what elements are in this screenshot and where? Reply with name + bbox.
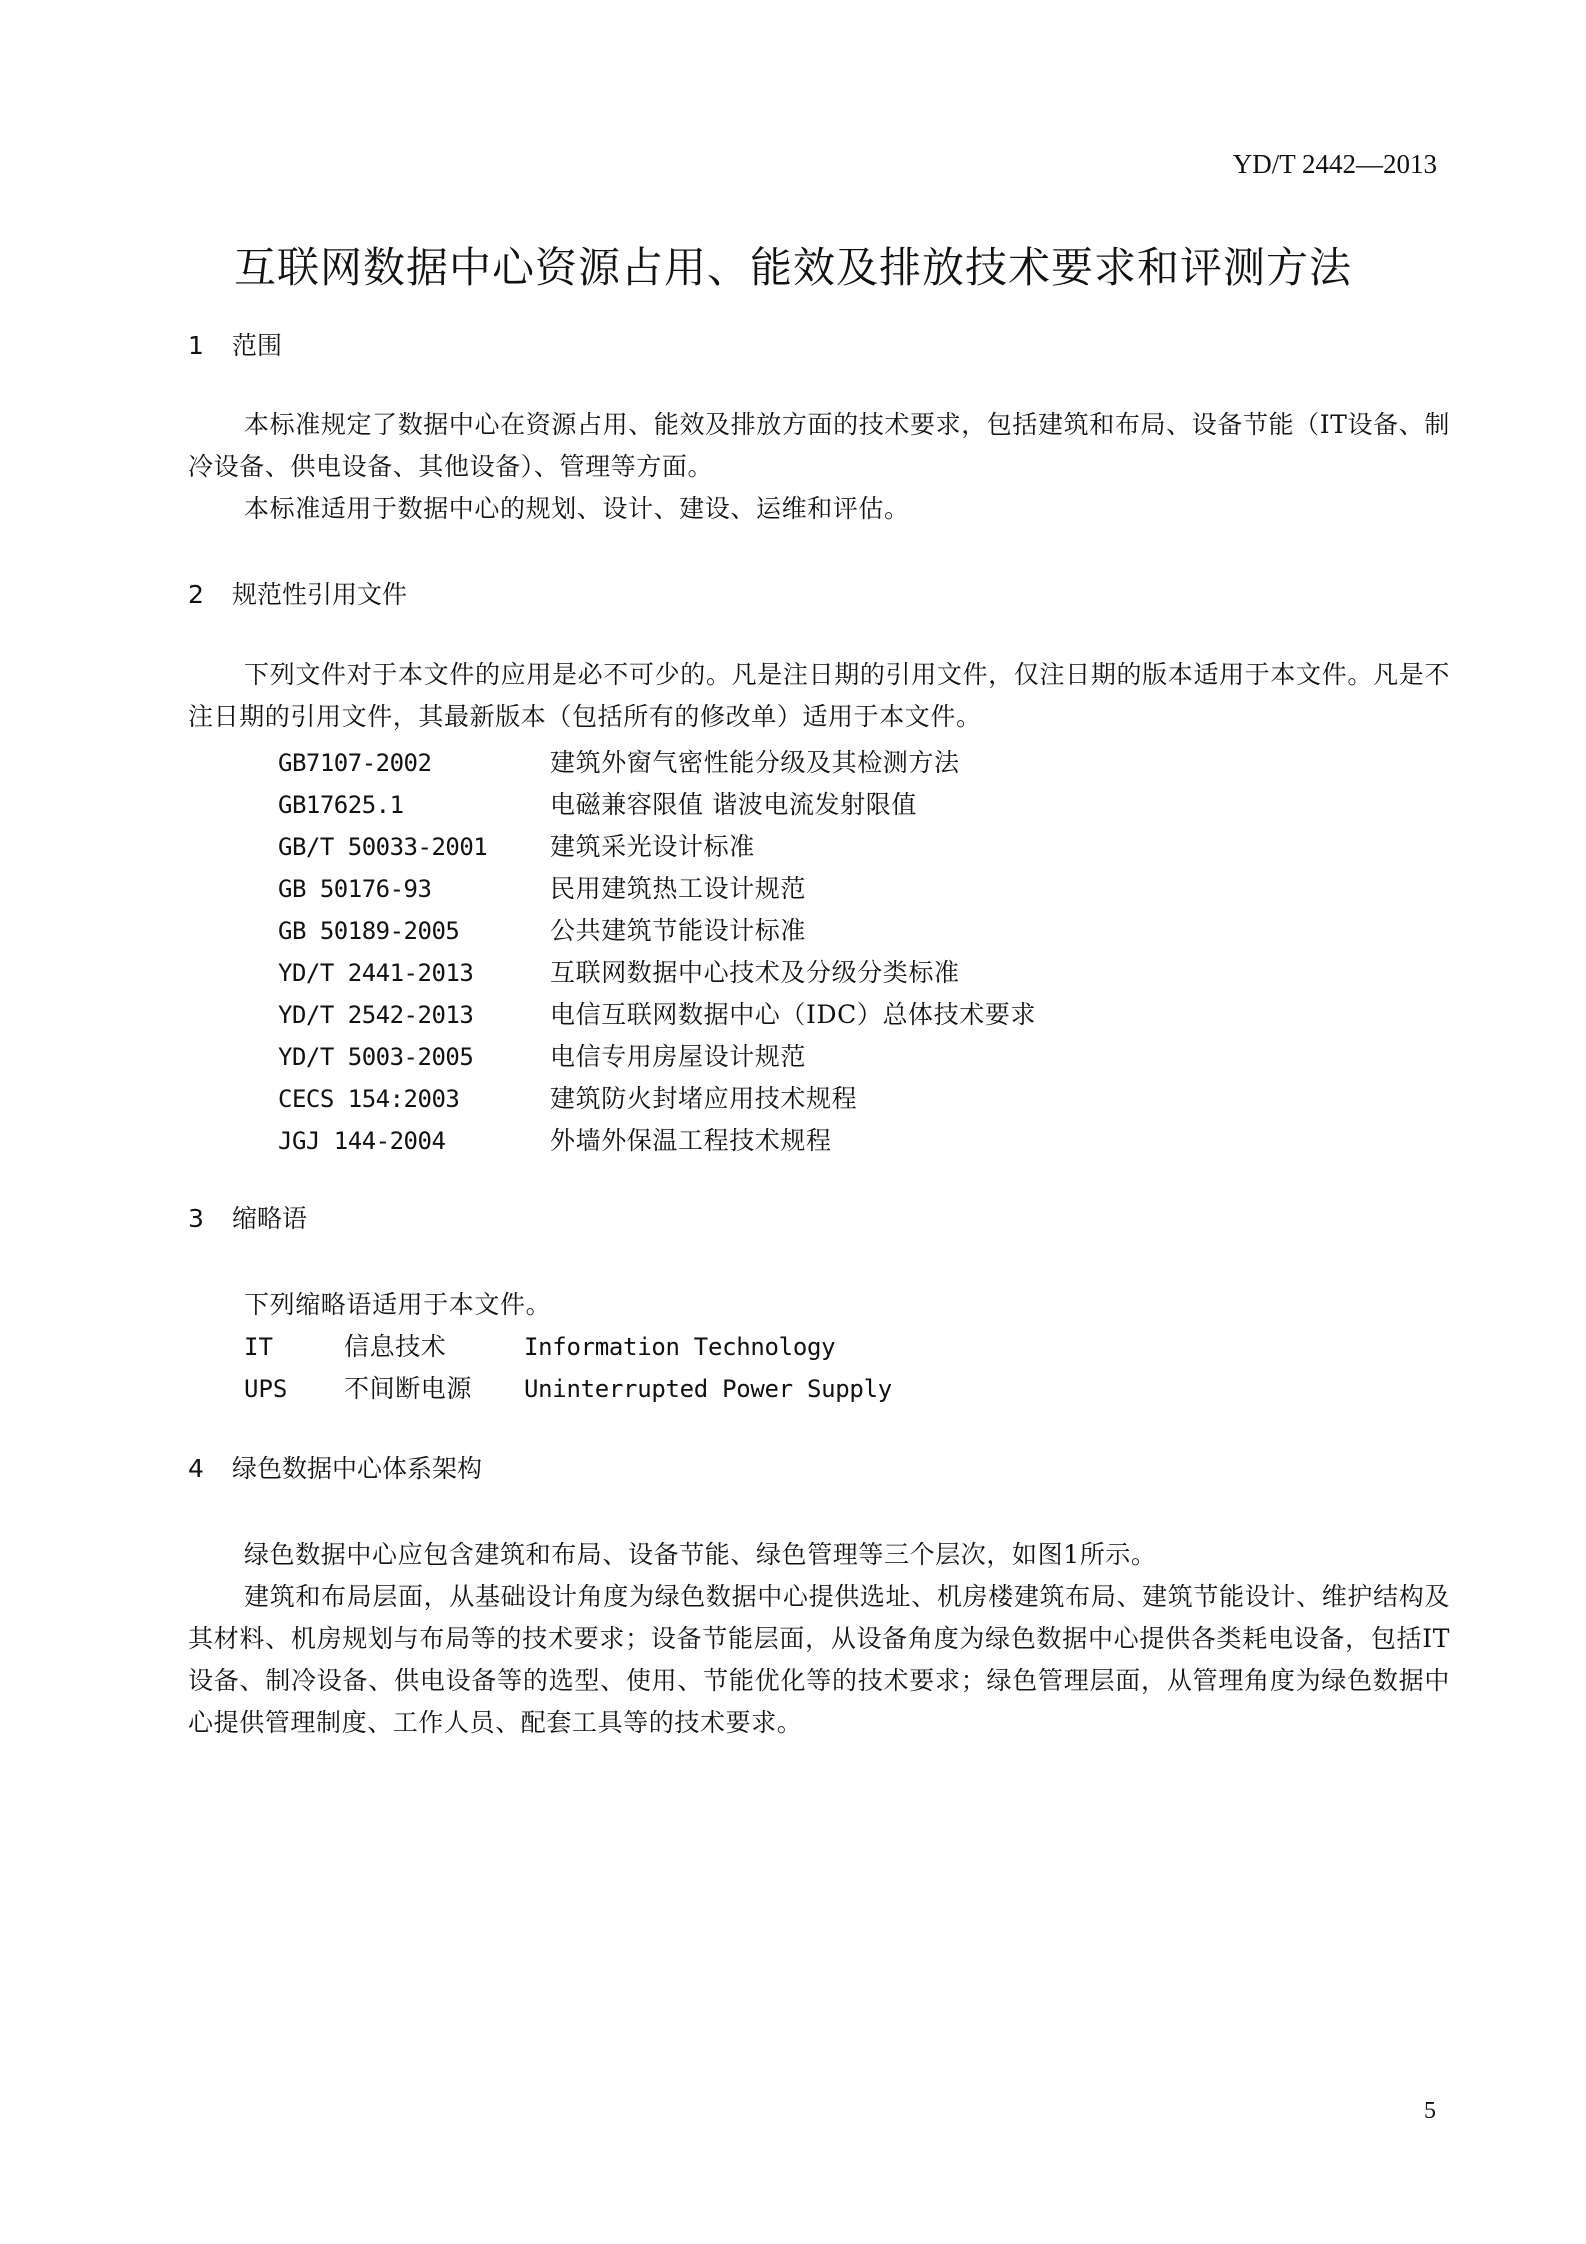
reference-code: GB17625.1 xyxy=(278,791,404,819)
abbreviation-chinese: 信息技术 xyxy=(344,1332,447,1361)
reference-title: 电磁兼容限值 谐波电流发射限值 xyxy=(550,790,917,819)
reference-item xyxy=(278,1078,1036,1120)
reference-code: YD/T 5003-2005 xyxy=(278,1043,474,1071)
reference-title: 电信互联网数据中心（IDC）总体技术要求 xyxy=(550,1000,1037,1029)
reference-title: 建筑防火封堵应用技术规程 xyxy=(550,1084,858,1113)
reference-code: CECS 154:2003 xyxy=(278,1085,460,1113)
reference-item xyxy=(278,952,1036,994)
section-heading-scope xyxy=(188,329,282,363)
reference-item xyxy=(278,1120,1036,1162)
paragraph: 绿色数据中心应包含建筑和布局、设备节能、绿色管理等三个层次，如图1所示。 xyxy=(244,1540,1157,1569)
paragraph: 本标准适用于数据中心的规划、设计、建设、运维和评估。 xyxy=(244,494,910,523)
reference-title: 建筑外窗气密性能分级及其检测方法 xyxy=(550,748,960,777)
reference-code: JGJ 144-2004 xyxy=(278,1127,446,1155)
section-number: 4 xyxy=(188,1454,204,1483)
section-title: 缩略语 xyxy=(232,1204,308,1233)
paragraph: 建筑和布局层面，从基础设计角度为绿色数据中心提供选址、机房楼建筑布局、建筑节能设计、维护结构及其材料、机房规划与布局等的技术要求；设备节能层面，从设备角度为绿色数据中心提供各类耗电设备，包括IT设备、制冷设备、供电设备等的选型、使用、节能优化等的技术要求；绿色管理层面，从管理角度为绿色数据中心提供管理制度、工作人员、配套工具等的技术要求。 xyxy=(188,1582,1450,1737)
section-title: 范围 xyxy=(232,331,283,360)
reference-title: 电信专用房屋设计规范 xyxy=(550,1042,807,1071)
paragraph: 本标准规定了数据中心在资源占用、能效及排放方面的技术要求，包括建筑和布局、设备节能（IT设备、制冷设备、供电设备、其他设备）、管理等方面。 xyxy=(188,410,1450,481)
abbreviation: IT xyxy=(244,1333,273,1361)
reference-title: 建筑采光设计标准 xyxy=(550,832,755,861)
abbreviation: UPS xyxy=(244,1375,288,1403)
reference-title: 外墙外保温工程技术规程 xyxy=(550,1126,832,1155)
section-number: 3 xyxy=(188,1204,204,1233)
reference-item xyxy=(278,994,1036,1036)
reference-code: YD/T 2542-2013 xyxy=(278,1001,474,1029)
abbreviation-english: Uninterrupted Power Supply xyxy=(524,1375,892,1403)
reference-list xyxy=(278,742,1036,1162)
reference-title: 民用建筑热工设计规范 xyxy=(550,874,807,903)
reference-code: YD/T 2441-2013 xyxy=(278,959,474,987)
abbreviation-item xyxy=(244,1368,892,1410)
abbreviation-chinese: 不间断电源 xyxy=(344,1374,473,1403)
reference-item xyxy=(278,826,1036,868)
paragraph: 下列文件对于本文件的应用是必不可少的。凡是注日期的引用文件，仅注日期的版本适用于本文件。凡是不注日期的引用文件，其最新版本（包括所有的修改单）适用于本文件。 xyxy=(188,660,1450,731)
reference-item xyxy=(278,1036,1036,1078)
abbreviation-item xyxy=(244,1326,892,1368)
section-heading-abbreviations xyxy=(188,1202,307,1236)
document-title: 互联网数据中心资源占用、能效及排放技术要求和评测方法 xyxy=(233,243,1352,293)
abbreviation-english: Information Technology xyxy=(524,1333,836,1361)
section-heading-architecture xyxy=(188,1452,482,1486)
abbreviation-list xyxy=(244,1326,892,1410)
section-title: 规范性引用文件 xyxy=(232,580,408,609)
reference-item xyxy=(278,784,1036,826)
section-heading-normative-references xyxy=(188,578,407,612)
reference-item xyxy=(278,742,1036,784)
paragraph: 下列缩略语适用于本文件。 xyxy=(244,1290,552,1319)
section-number: 1 xyxy=(188,331,204,360)
section-number: 2 xyxy=(188,580,204,609)
page-number: 5 xyxy=(1424,2098,1436,2124)
reference-code: GB7107-2002 xyxy=(278,749,432,777)
standard-code: YD/T 2442—2013 xyxy=(1232,149,1437,179)
reference-code: GB 50176-93 xyxy=(278,875,432,903)
section-title: 绿色数据中心体系架构 xyxy=(232,1454,483,1483)
reference-item xyxy=(278,910,1036,952)
reference-item xyxy=(278,868,1036,910)
reference-title: 互联网数据中心技术及分级分类标准 xyxy=(550,958,960,987)
reference-title: 公共建筑节能设计标准 xyxy=(550,916,807,945)
reference-code: GB 50189-2005 xyxy=(278,917,460,945)
reference-code: GB/T 50033-2001 xyxy=(278,833,488,861)
